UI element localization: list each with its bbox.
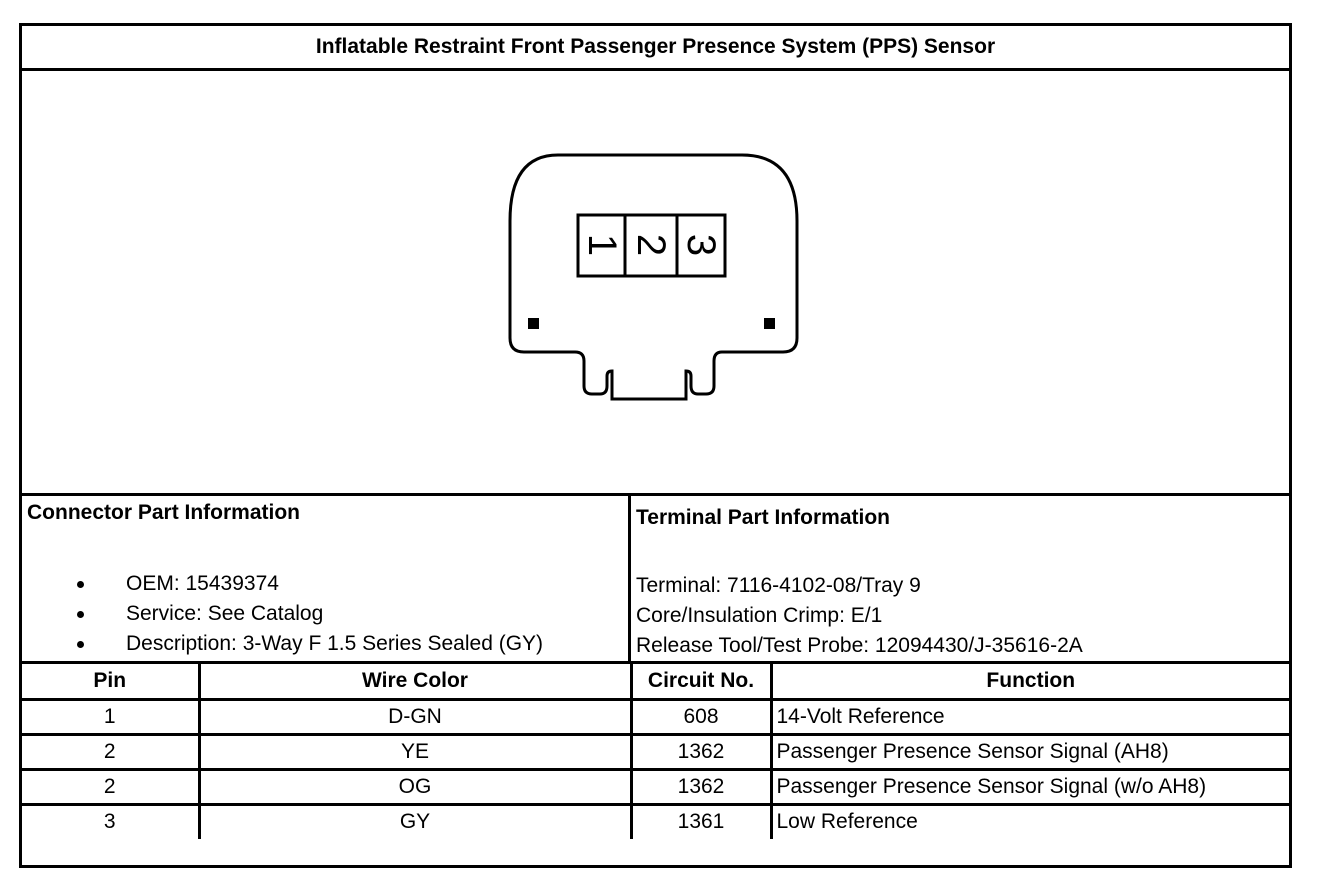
- connector-face-svg: [22, 68, 1289, 493]
- connector-info-list: [22, 569, 543, 659]
- wire-color-cell: YE: [199, 734, 631, 769]
- function-cell: Passenger Presence Sensor Signal (AH8): [771, 734, 1289, 769]
- pin-cell: 2: [22, 769, 199, 804]
- list-item: [22, 569, 543, 599]
- bullet-icon: [77, 611, 84, 618]
- list-item: [22, 599, 543, 629]
- list-item-text: Service: See Catalog: [126, 602, 324, 625]
- list-item: [22, 629, 543, 659]
- bullet-icon: [77, 641, 84, 648]
- connector-sheet: [19, 23, 1292, 868]
- circuit-cell: 608: [631, 699, 771, 734]
- locator-mark-right: [764, 318, 775, 329]
- connector-part-info: [22, 493, 631, 664]
- col-header-circuit: Circuit No.: [631, 664, 771, 699]
- table-row: [22, 699, 1289, 734]
- table-row: [22, 769, 1289, 804]
- list-item-text: OEM: 15439374: [126, 572, 279, 595]
- cavity-1-label: 1: [580, 233, 624, 257]
- pin-cell: 1: [22, 699, 199, 734]
- pin-cell: 2: [22, 734, 199, 769]
- pin-table: [22, 664, 1289, 839]
- terminal-info-line: Core/Insulation Crimp: E/1: [636, 604, 883, 627]
- circuit-cell: 1362: [631, 769, 771, 804]
- col-header-pin: Pin: [22, 664, 199, 699]
- col-header-function: Function: [771, 664, 1289, 699]
- terminal-info-lines: [636, 571, 1083, 661]
- wire-color-cell: OG: [199, 769, 631, 804]
- bullet-icon: [77, 581, 84, 588]
- list-item-text: Description: 3-Way F 1.5 Series Sealed (GY): [126, 632, 544, 655]
- circuit-cell: 1362: [631, 734, 771, 769]
- terminal-info-line: Release Tool/Test Probe: 12094430/J-35616-2A: [636, 634, 1083, 657]
- pin-table-header: [22, 664, 1289, 699]
- function-cell: Low Reference: [771, 804, 1289, 839]
- function-cell: Passenger Presence Sensor Signal (w/o AH8): [771, 769, 1289, 804]
- connector-info-heading: Connector Part Information: [27, 501, 301, 524]
- sheet-title: Inflatable Restraint Front Passenger Presence System (PPS) Sensor: [22, 26, 1289, 71]
- table-row: [22, 804, 1289, 839]
- cavity-2-label: 2: [629, 233, 673, 257]
- pin-cell: 3: [22, 804, 199, 839]
- wire-color-cell: GY: [199, 804, 631, 839]
- terminal-part-info: [631, 493, 1289, 664]
- col-header-wire-color: Wire Color: [199, 664, 631, 699]
- locator-mark-left: [528, 318, 539, 329]
- terminal-info-heading: Terminal Part Information: [636, 506, 890, 529]
- cavity-3-label: 3: [679, 233, 723, 257]
- table-row: [22, 734, 1289, 769]
- function-cell: 14-Volt Reference: [771, 699, 1289, 734]
- circuit-cell: 1361: [631, 804, 771, 839]
- connector-drawing: [22, 68, 1289, 496]
- terminal-info-line: Terminal: 7116-4102-08/Tray 9: [636, 574, 921, 597]
- wire-color-cell: D-GN: [199, 699, 631, 734]
